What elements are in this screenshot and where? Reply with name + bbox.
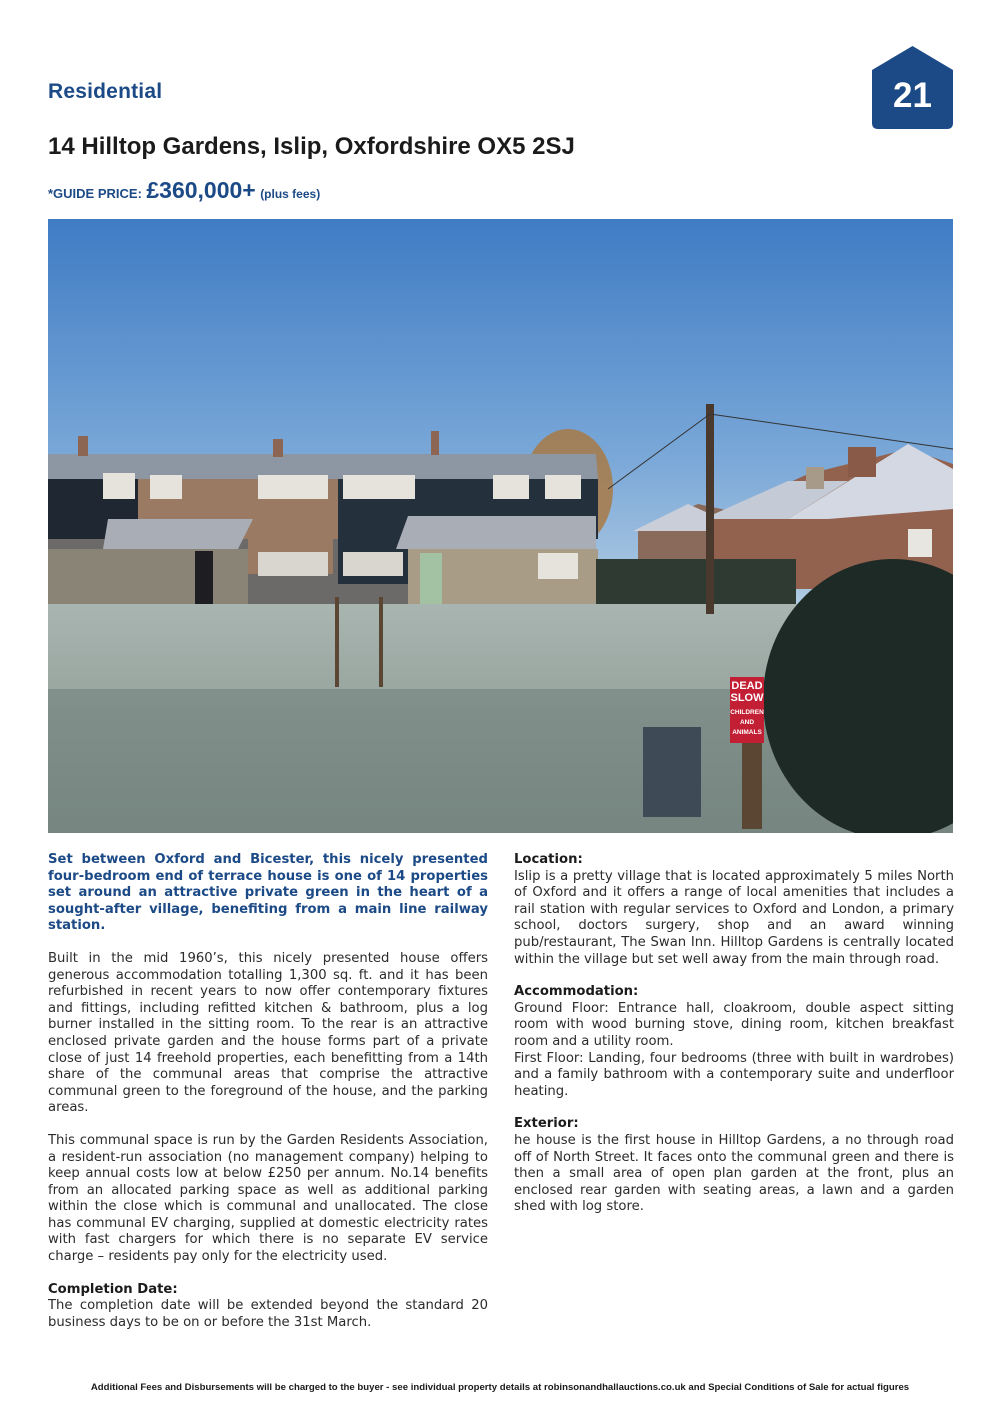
location-heading: Location: <box>514 852 583 867</box>
sign-line: AND <box>739 719 755 726</box>
accommodation-heading: Accommodation: <box>514 984 639 1000</box>
description-left-column <box>48 852 488 1347</box>
accommodation-section <box>514 984 954 1100</box>
exterior-heading: Exterior: <box>514 1116 579 1132</box>
guide-price <box>48 177 320 204</box>
completion-section <box>48 1282 488 1332</box>
exterior-text: he house is the first house in Hilltop Gardens, a no through road off of North Street. It faces onto the communal green and there is then a small area of open plan garden at the front, plus an enclosed rear garden with seating areas, a lawn and a garden shed with log store. <box>514 1132 954 1215</box>
utility-pole <box>706 404 714 614</box>
property-address: 14 Hilltop Gardens, Islip, Oxfordshire OX5 2SJ <box>48 133 575 160</box>
ground-floor-text: Ground Floor: Entrance hall, cloakroom, double aspect sitting room with wood burning stove, dining room, kitchen breakfast room and a utility room. <box>514 1000 954 1049</box>
sign-line: DEAD <box>731 680 763 692</box>
terrace-houses <box>48 431 598 609</box>
location-text: Islip is a pretty village that is located approximately 5 miles North of Oxford and it offers a range of local amenities that includes a rail station with regular services to Oxford and London, a primary school, doctors surgery, shop and an award winning pub/restaurant, The Swan Inn. Hilltop Gardens is centrally located within the village but set well away from the main through road. <box>514 868 954 967</box>
footer-disclaimer: Additional Fees and Disbursements will be charged to the buyer - see individual property details at robinsonandhallauctions.co.uk and Special Conditions of Sale for actual figures <box>90 1382 910 1393</box>
bin <box>643 727 701 817</box>
description-paragraph: This communal space is run by the Garden Residents Association, a resident-run association (no management company) helping to keep annual costs low at below £250 per annum. No.14 benefits from an allocated parking space as well as additional parking within the close which is communal and unallocated. The close has communal EV charging, supplied at domestic electricity rates with fast chargers for which there is no separate EV service charge – residents pay only for the electricity used. <box>48 1132 488 1265</box>
first-floor-text: First Floor: Landing, four bedrooms (three with built in wardrobes) and a family bathroom with a contemporary suite and underfloor heating. <box>514 1050 954 1099</box>
property-photo <box>48 219 953 833</box>
lot-number: 21 <box>893 76 932 115</box>
sign-post <box>742 739 762 829</box>
description-right-column <box>514 852 954 1232</box>
exterior-section <box>514 1116 954 1216</box>
lot-number-badge <box>872 46 953 129</box>
property-photo-illustration <box>48 219 953 833</box>
category-heading: Residential <box>48 80 163 103</box>
location-section <box>514 852 954 968</box>
hedge <box>596 559 796 609</box>
completion-heading: Completion Date: <box>48 1281 178 1297</box>
guide-price-label: *GUIDE PRICE: <box>48 186 142 201</box>
description-paragraph: Built in the mid 1960’s, this nicely presented house offers generous accommodation totalling 1,300 sq. ft. and it has been refurbished in recent years to now offer contemporary fixtures and fittings, including refitted kitchen & bathroom, plus a log burner installed in the sitting room. To the rear is an attractive enclosed private garden and the house forms part of a private close of just 14 freehold properties, each benefitting from a 14th share of the communal areas that comprise the attractive communal green to the foreground of the house, and the parking areas. <box>48 950 488 1116</box>
tree-stake <box>335 597 339 687</box>
completion-text: The completion date will be extended beyond the standard 20 business days to be on or before the 31st March. <box>48 1298 488 1330</box>
sign-line: CHILDREN <box>730 709 764 716</box>
sign-line: ANIMALS <box>732 729 762 736</box>
guide-price-value: £360,000+ <box>146 177 256 203</box>
sign-line: SLOW <box>730 692 764 704</box>
guide-price-note: (plus fees) <box>260 187 321 201</box>
lead-paragraph: Set between Oxford and Bicester, this nicely presented four-bedroom end of terrace house is one of 14 properties set around an attractive private green in the heart of a sought-after village, benefiting from a main line railway station. <box>48 852 488 934</box>
